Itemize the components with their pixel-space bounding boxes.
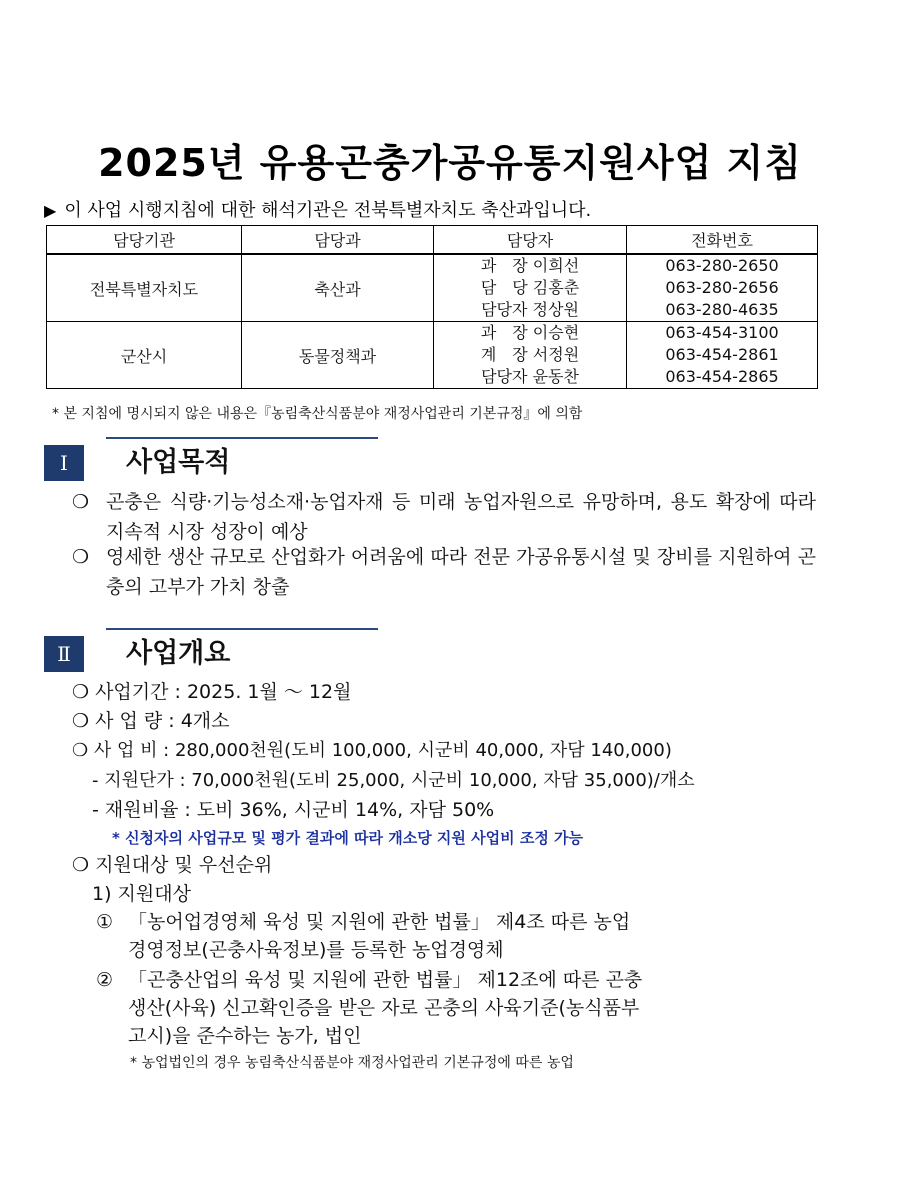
project-quantity: ❍ 사 업 량 : 4개소 [72,710,230,732]
table-row [47,322,818,389]
header-department: 담당과 [242,226,434,255]
list-item [72,542,822,602]
person-name: 담당자 정상원 [481,300,579,319]
target-1-line: 「농어업경영체 육성 및 지원에 관한 법률」 제4조 따른 농업 [128,911,631,933]
header-person: 담당자 [434,226,627,255]
circle-bullet-icon: ❍ [72,491,90,513]
phone-number: 063-280-2656 [665,278,779,297]
section-2-heading [44,636,344,672]
project-cost: ❍ 사 업 비 : 280,000천원(도비 100,000, 시군비 40,000, 자담 140,000) [72,740,672,761]
target-2-line: 「곤충산업의 육성 및 지원에 관한 법률」 제12조에 따른 곤충 [128,969,643,991]
phone-cell [627,322,818,389]
section-1-heading [44,445,344,481]
person-name: 과 장 이희선 [480,256,580,275]
target-subheading: 1) 지원대상 [92,883,191,905]
purpose-text: 곤충은 식량·기능성소재·농업자재 등 미래 농업자원으로 유망하며, 용도 확장에 따라 지속적 시장 성장이 예상 [106,491,816,543]
section-heading-rule [106,437,378,439]
unit-price: - 지원단가 : 70,000천원(도비 25,000, 시군비 10,000, 자담 35,000)/개소 [92,770,695,791]
target-2-line: 생산(사육) 신고확인증을 받은 자로 곤충의 사육기준(농식품부 [128,997,640,1019]
header-agency: 담당기관 [47,226,242,255]
phone-number: 063-454-3100 [665,323,779,342]
corporation-note: * 농업법인의 경우 농림축산식품분야 재정사업관리 기본규정에 따른 농업 [130,1055,574,1071]
adjustment-note: * 신청자의 사업규모 및 평가 결과에 따라 개소당 지원 사업비 조정 가능 [112,829,584,847]
target-heading: ❍ 지원대상 및 우선순위 [72,854,273,876]
regulation-footnote: * 본 지침에 명시되지 않은 내용은『농림축산식품분야 재정사업관리 기본규정』에 의함 [52,406,583,422]
document-title: 2025년 유용곤충가공유통지원사업 지침 [98,141,802,185]
phone-number: 063-454-2861 [665,345,779,364]
person-name: 담 당 김홍춘 [480,278,580,297]
table-row [47,254,818,322]
list-item [72,487,822,547]
person-cell [434,322,627,389]
section-title: 사업개요 [126,638,231,669]
funding-ratio: - 재원비율 : 도비 36%, 시군비 14%, 자담 50% [92,799,495,821]
agency-cell: 군산시 [47,322,242,389]
section-number-badge: Ⅱ [44,636,84,672]
circle-bullet-icon: ❍ [72,546,90,568]
section-number-badge: Ⅰ [44,445,84,481]
department-cell: 동물정책과 [242,322,434,389]
target-1-marker: ① [96,911,114,933]
phone-number: 063-280-4635 [665,300,779,319]
target-2-marker: ② [96,969,114,991]
header-phone: 전화번호 [627,226,818,255]
agency-cell: 전북특별자치도 [47,254,242,322]
phone-number: 063-280-2650 [665,256,779,275]
contact-table-header [47,226,818,255]
target-1-line: 경영정보(곤충사육정보)를 등록한 농업경영체 [128,939,504,961]
contact-table [46,225,818,389]
notice-text: 이 사업 시행지침에 대한 해석기관은 전북특별자치도 축산과입니다. [64,200,592,221]
department-cell: 축산과 [242,254,434,322]
purpose-text: 영세한 생산 규모로 산업화가 어려움에 따라 전문 가공유통시설 및 장비를 지원하여 곤충의 고부가 가치 창출 [106,546,816,598]
project-period: ❍ 사업기간 : 2025. 1월 ～ 12월 [72,681,352,703]
person-name: 담당자 윤동찬 [481,367,579,386]
phone-cell [627,254,818,322]
section-title: 사업목적 [126,447,231,478]
person-name: 과 장 이승현 [480,323,580,342]
triangle-marker-icon: ▶ [44,201,57,220]
person-name: 계 장 서정원 [480,345,580,364]
person-cell [434,254,627,322]
interpretation-notice [44,196,591,222]
section-heading-rule [106,628,378,630]
phone-number: 063-454-2865 [665,367,779,386]
target-2-line: 고시)을 준수하는 농가, 법인 [128,1025,362,1047]
